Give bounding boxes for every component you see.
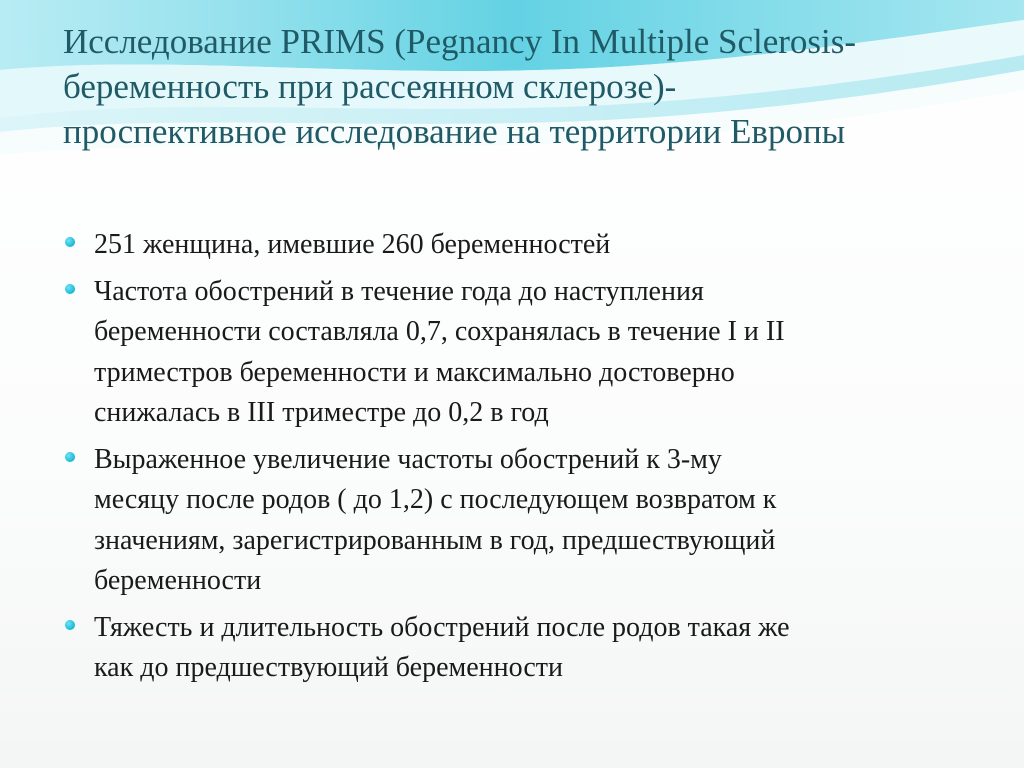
bullet-text-line: Тяжесть и длительность обострений после родов такая же bbox=[94, 611, 790, 643]
bullet-item bbox=[63, 608, 963, 689]
bullet-text bbox=[94, 272, 963, 434]
bullet-icon bbox=[65, 284, 75, 294]
slide-title-line: проспективное исследование на территории Европы bbox=[63, 112, 846, 151]
bullet-icon bbox=[65, 237, 75, 247]
bullet-text-line: Выраженное увеличение частоты обострений к 3-му bbox=[94, 443, 722, 475]
bullet-text-line: Частота обострений в течение года до наступления bbox=[94, 275, 704, 307]
bullet-icon bbox=[65, 620, 75, 630]
bullet-text-line: беременности составляла 0,7, сохранялась в течение I и II bbox=[94, 316, 785, 347]
bullet-list bbox=[63, 225, 963, 695]
bullet-icon bbox=[65, 452, 75, 462]
bullet-text bbox=[94, 608, 963, 689]
slide-title-line: Исследование PRIMS (Pegnancy In Multiple Sclerosis- bbox=[63, 22, 857, 61]
bullet-item bbox=[63, 225, 963, 266]
slide-title bbox=[63, 19, 993, 154]
bullet-item bbox=[63, 440, 963, 602]
bullet-text-line: триместров беременности и максимально достоверно bbox=[94, 356, 735, 388]
bullet-text-line: месяцу после родов ( до 1,2) с последующем возвратом к bbox=[94, 484, 777, 515]
bullet-text-line: значениям, зарегистрированным в год, предшествующий bbox=[94, 524, 776, 556]
bullet-item bbox=[63, 272, 963, 434]
bullet-text-line: снижалась в III триместре до 0,2 в год bbox=[94, 397, 549, 428]
bullet-text-line: как до предшествующий беременности bbox=[94, 652, 563, 683]
bullet-text-line: беременности bbox=[94, 565, 262, 596]
bullet-text bbox=[94, 440, 963, 602]
slide-title-line: беременность при рассеянном склерозе)- bbox=[63, 67, 677, 106]
bullet-text-line: 251 женщина, имевшие 260 беременностей bbox=[94, 229, 611, 260]
bullet-text bbox=[94, 225, 963, 266]
